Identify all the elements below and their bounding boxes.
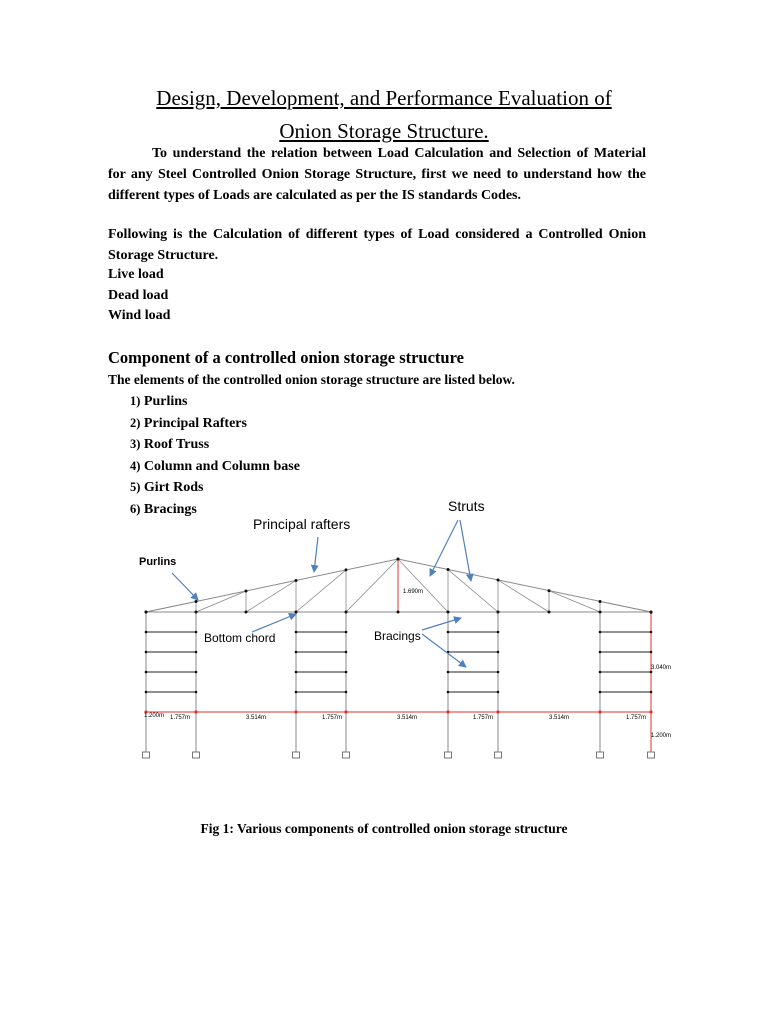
node [245,589,248,592]
list-number: 6) [130,501,141,516]
purlin-arrow [172,573,198,600]
list-number: 2) [130,415,141,430]
list-label: Bracings [143,501,197,517]
node [294,710,297,713]
node [195,600,198,603]
node [447,691,450,694]
node [497,631,500,634]
list-number: 5) [130,480,141,494]
node [496,710,499,713]
node [497,579,500,582]
section-intro: The elements of the controlled onion storage structure are listed below. [108,372,515,387]
load-item: Wind load [108,308,171,323]
node [497,651,500,654]
node [195,651,198,654]
purlins-label: Purlins [139,556,177,568]
node [194,710,197,713]
node [650,651,653,654]
node [295,651,298,654]
node [195,611,198,614]
bottom-chord-arrow [252,614,296,632]
node [345,611,348,614]
node [599,600,602,603]
node [145,691,148,694]
column-base [445,752,452,758]
node [145,611,148,614]
load-item: Dead load [108,287,169,303]
column-base [495,752,502,758]
node [345,651,348,654]
node [649,710,652,713]
truss-diagonal [448,570,498,612]
truss-diagonal [600,601,651,612]
list-label: Column and Column base [143,458,300,474]
node [497,611,500,614]
node [497,691,500,694]
list-number: 1) [130,394,141,408]
list-item [130,456,300,478]
node [599,691,602,694]
node [245,611,248,614]
rafter-arrow [314,537,318,572]
list-number: 3) [130,437,141,451]
bracing-arrow-upper [422,618,461,630]
document-title [0,82,768,148]
column-base [648,752,655,758]
dimension-label: 3.040m [651,665,672,671]
truss-diagonal [196,591,246,612]
list-number: 4) [130,458,141,473]
column-base [293,752,300,758]
node [295,611,298,614]
section-heading: Component of a controlled onion storage structure [108,348,464,367]
node [344,710,347,713]
node [598,710,601,713]
load-paragraph: Following is the Calculation of different types of Load considered a Controlled Onion Storage Structure. [108,227,646,263]
dimension-label: 1.757m [170,715,191,721]
dimension-label: 1.757m [322,715,343,721]
node [295,671,298,674]
node [446,710,449,713]
list-label: Girt Rods [143,480,204,495]
load-list [108,265,170,327]
node [145,651,148,654]
list-label: Purlins [143,394,188,409]
dimension-label: 1.200m [144,713,165,719]
node [345,691,348,694]
figure-caption: Fig 1: Various components of controlled onion storage structure [200,821,568,836]
dimension-label: 1.757m [473,715,494,721]
principal-rafters-label: Principal rafters [253,516,351,532]
truss-diagonal [398,559,448,612]
node [599,611,602,614]
node [295,579,298,582]
node [599,671,602,674]
column-base [343,752,350,758]
column-base [193,752,200,758]
node [397,558,400,561]
node [650,691,653,694]
node [447,568,450,571]
title-line-1: Design, Development, and Performance Evaluation of [156,86,612,110]
node [345,631,348,634]
truss-diagonal [346,559,398,612]
node [650,611,653,614]
column-base [597,752,604,758]
truss-diagonal [246,580,296,612]
column-base [143,752,150,758]
node [195,671,198,674]
node [650,631,653,634]
dimension-label: 3.514m [246,715,267,721]
truss-diagonal [296,570,346,612]
node [295,691,298,694]
dimension-label: 3.514m [397,715,418,721]
node [345,671,348,674]
node [145,671,148,674]
structure-diagram [0,490,768,780]
dimension-label: 3.514m [549,715,570,721]
node [650,671,653,674]
bracing-arrow-lower [422,634,466,667]
node [145,631,148,634]
truss-diagonal [549,591,600,612]
dimension-label: 1.200m [651,733,672,739]
intro-paragraph: To understand the relation between Load Calculation and Selection of Material for any Steel Controlled Onion Storage Structure, first we need to understand how the different types of Loads are calculated as per the IS standards Codes. [108,146,646,203]
list-item [130,434,300,456]
bottom-chord-label: Bottom chord [204,631,276,645]
list-item [130,391,300,413]
list-label: Principal Rafters [143,415,247,431]
node [295,631,298,634]
bracings-label: Bracings [374,629,421,643]
node [195,691,198,694]
node [195,631,198,634]
node [548,611,551,614]
node [548,589,551,592]
title-line-2: Onion Storage Structure. [279,119,489,143]
node [447,671,450,674]
node [447,631,450,634]
strut-arrow-left [430,520,458,576]
truss-frame [143,558,655,759]
node [599,651,602,654]
list-label: Roof Truss [143,437,210,452]
node [397,611,400,614]
node [447,611,450,614]
list-item [130,413,300,435]
load-item: Live load [108,267,164,282]
struts-label: Struts [448,498,485,514]
node [497,671,500,674]
truss-diagonal [146,601,196,612]
dimension-label: 1.690m [403,589,424,595]
node [345,568,348,571]
dimension-label: 1.757m [626,715,647,721]
node [599,631,602,634]
